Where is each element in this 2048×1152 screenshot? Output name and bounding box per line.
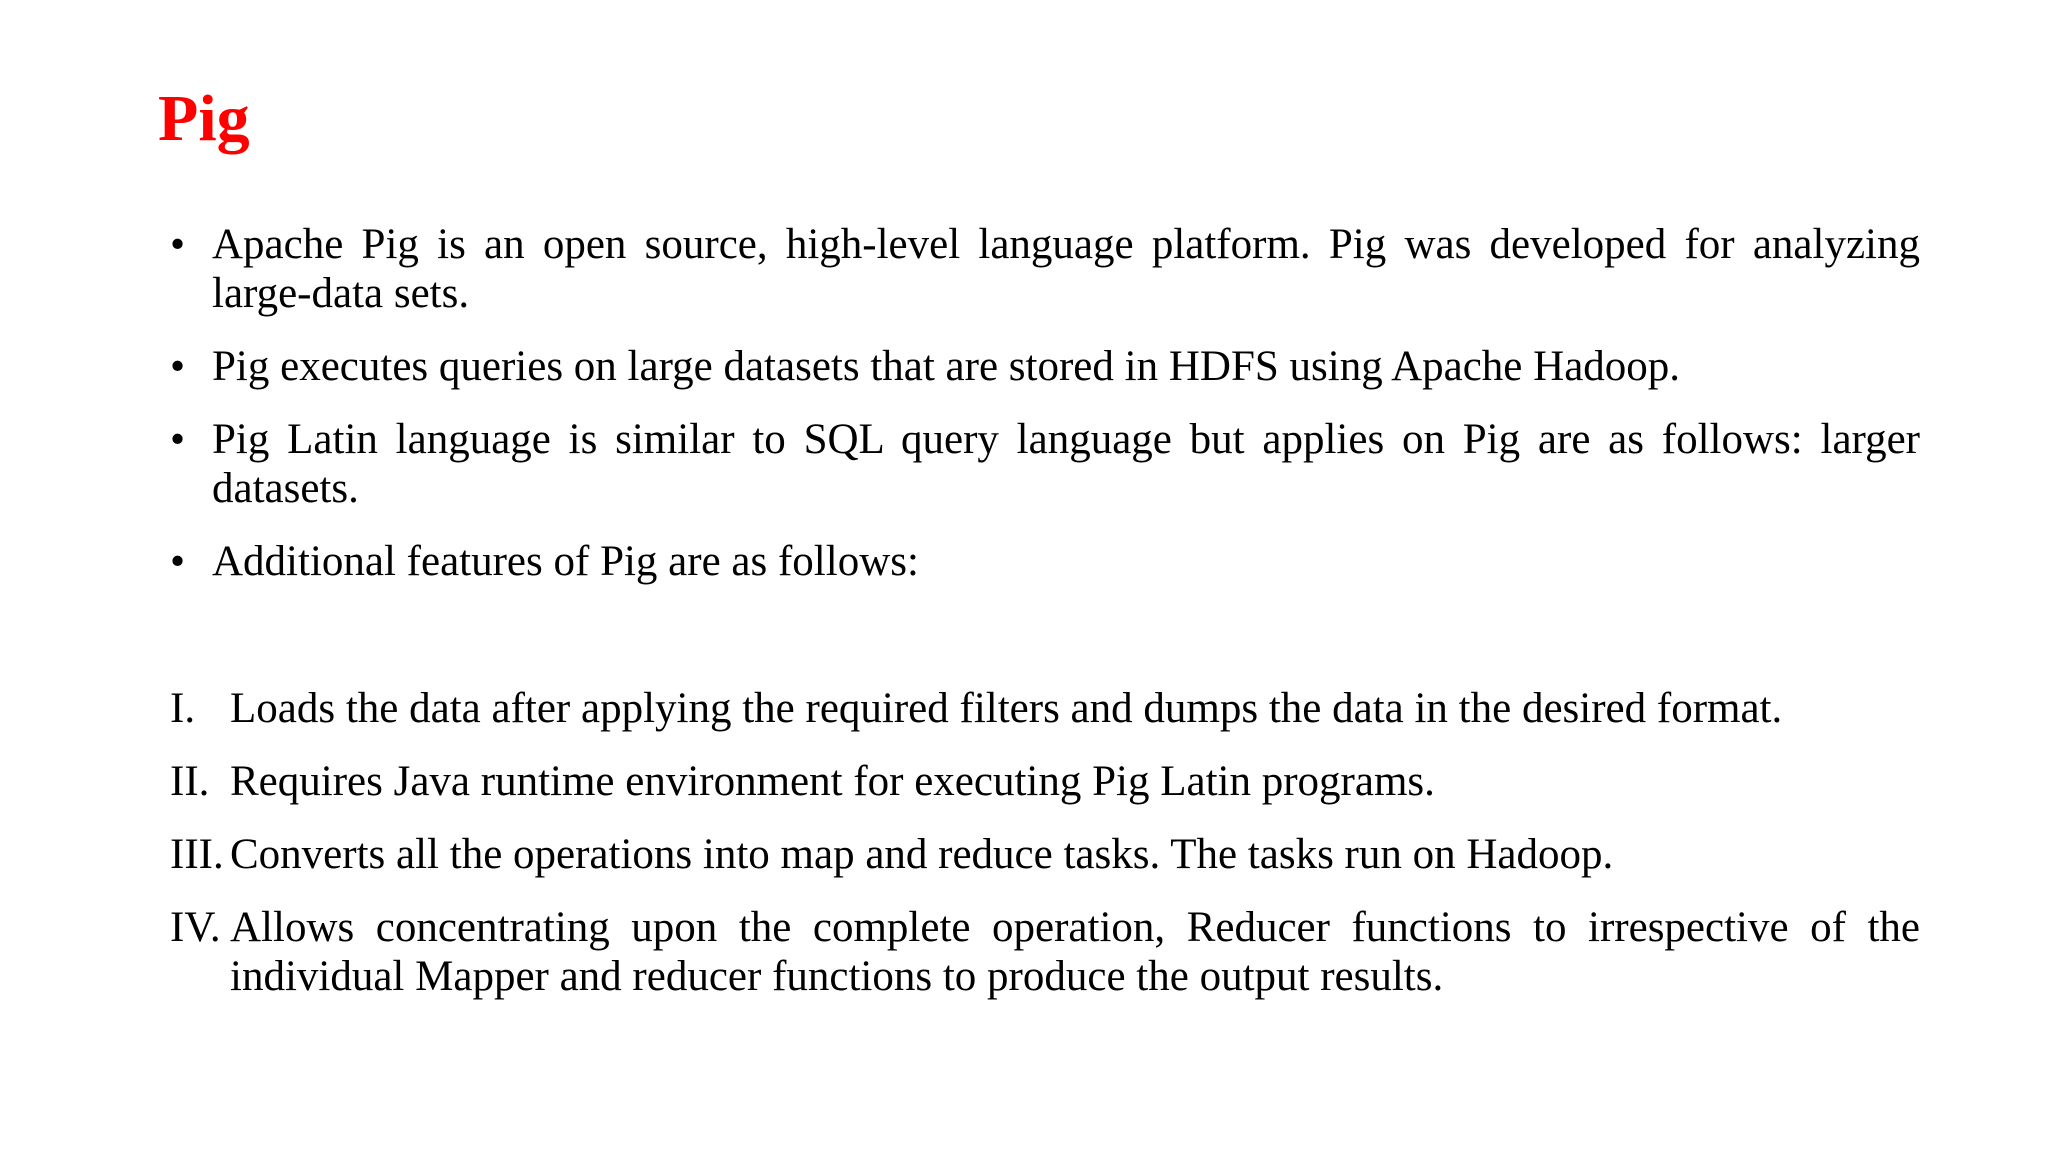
feature-list bbox=[170, 684, 1920, 1025]
feature-item bbox=[170, 903, 1920, 1001]
bullet-icon: • bbox=[170, 416, 186, 463]
slide-title: Pig bbox=[158, 82, 250, 155]
bullet-item bbox=[170, 342, 1920, 391]
bullet-text: Apache Pig is an open source, high-level language platform. Pig was developed for analyzing large-data sets. bbox=[212, 221, 1920, 317]
feature-text: Loads the data after applying the required filters and dumps the data in the desired format. bbox=[230, 685, 1783, 732]
feature-text: Allows concentrating upon the complete operation, Reducer functions to irrespective of the individual Mapper and reducer functions to produce the output results. bbox=[230, 904, 1920, 1000]
feature-item bbox=[170, 830, 1920, 879]
bullet-item bbox=[170, 537, 1920, 586]
bullet-item bbox=[170, 220, 1920, 318]
feature-item bbox=[170, 684, 1920, 733]
feature-number: I. bbox=[170, 685, 196, 732]
feature-text: Requires Java runtime environment for executing Pig Latin programs. bbox=[230, 758, 1435, 805]
bullet-list bbox=[170, 220, 1920, 610]
bullet-text: Pig executes queries on large datasets that are stored in HDFS using Apache Hadoop. bbox=[212, 343, 1681, 390]
feature-text: Converts all the operations into map and reduce tasks. The tasks run on Hadoop. bbox=[230, 831, 1614, 878]
feature-number: IV. bbox=[170, 904, 221, 951]
bullet-icon: • bbox=[170, 221, 186, 268]
bullet-item bbox=[170, 415, 1920, 513]
bullet-text: Pig Latin language is similar to SQL query language but applies on Pig are as follows: larger datasets. bbox=[212, 416, 1920, 512]
bullet-text: Additional features of Pig are as follows: bbox=[212, 538, 919, 585]
bullet-icon: • bbox=[170, 343, 186, 390]
feature-item bbox=[170, 757, 1920, 806]
feature-number: II. bbox=[170, 758, 210, 805]
bullet-icon: • bbox=[170, 538, 186, 585]
feature-number: III. bbox=[170, 831, 224, 878]
